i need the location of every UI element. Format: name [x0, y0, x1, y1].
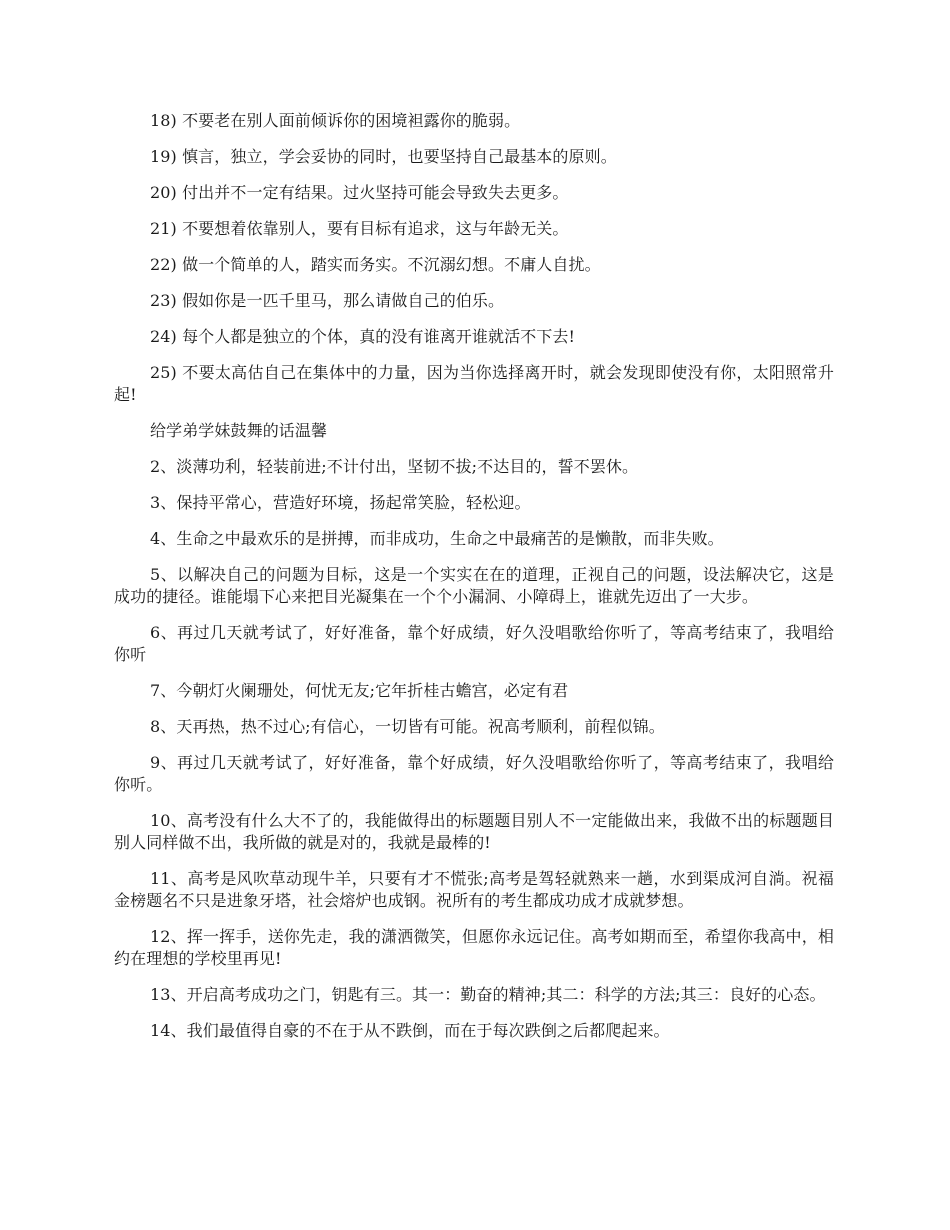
list-item-2: 2、淡薄功利，轻装前进;不计付出，坚韧不拔;不达目的，誓不罢休。 — [150, 457, 639, 476]
list-item-9: 9、再过几天就考试了，好好准备，靠个好成绩，好久没唱歌给你听了，等高考结束了，我唱给你听。 — [114, 753, 834, 794]
list-item-10: 10、高考没有什么大不了的，我能做得出的标题题目别人不一定能做出来，我做不出的标题题目别人同样做不出，我所做的就是对的，我就是最棒的! — [114, 811, 834, 852]
list-item-8: 8、天再热，热不过心;有信心，一切皆有可能。祝高考顺利，前程似锦。 — [150, 717, 665, 736]
list-item-5: 5、以解决自己的问题为目标，这是一个实实在在的道理，正视自己的问题，设法解决它，这是成功的捷径。谁能塌下心来把目光凝集在一个个小漏洞、小障碍上，谁就先迈出了一大步。 — [114, 565, 834, 606]
paragraph-20: 20) 付出并不一定有结果。过火坚持可能会导致失去更多。 — [150, 183, 569, 202]
paragraph-19: 19) 慎言，独立，学会妥协的同时，也要坚持自己最基本的原则。 — [150, 147, 617, 166]
list-item-4: 4、生命之中最欢乐的是拼搏，而非成功，生命之中最痛苦的是懒散，而非失败。 — [150, 529, 724, 548]
document-body — [114, 110, 834, 1056]
paragraph-25: 25) 不要太高估自己在集体中的力量，因为当你选择离开时，就会发现即使没有你，太阳照常升起! — [114, 363, 834, 404]
section-heading: 给学弟学妹鼓舞的话温馨 — [150, 421, 328, 440]
paragraph-24: 24) 每个人都是独立的个体，真的没有谁离开谁就活不下去! — [150, 327, 576, 346]
paragraph-23: 23) 假如你是一匹千里马，那么请做自己的伯乐。 — [150, 291, 505, 310]
list-item-14: 14、我们最值得自豪的不在于从不跌倒，而在于每次跌倒之后都爬起来。 — [150, 1021, 670, 1040]
paragraph-22: 22) 做一个简单的人，踏实而务实。不沉溺幻想。不庸人自扰。 — [150, 255, 601, 274]
paragraph-18: 18) 不要老在别人面前倾诉你的困境袒露你的脆弱。 — [150, 111, 521, 130]
list-item-3: 3、保持平常心，营造好环境，扬起常笑脸，轻松迎。 — [150, 493, 531, 512]
paragraph-21: 21) 不要想着依靠别人，要有目标有追求，这与年龄无关。 — [150, 219, 569, 238]
list-item-12: 12、挥一挥手，送你先走，我的潇洒微笑，但愿你永远记住。高考如期而至，希望你我高中，相约在理想的学校里再见! — [114, 927, 834, 968]
list-item-7: 7、今朝灯火阑珊处，何忧无友;它年折桂古蟾宫，必定有君 — [150, 681, 569, 700]
list-item-13: 13、开启高考成功之门，钥匙有三。其一：勤奋的精神;其二：科学的方法;其三：良好的心态。 — [150, 985, 826, 1004]
list-item-6: 6、再过几天就考试了，好好准备，靠个好成绩，好久没唱歌给你听了，等高考结束了，我唱给你听 — [114, 623, 834, 664]
list-item-11: 11、高考是风吹草动现牛羊，只要有才不慌张;高考是驾轻就熟来一趟，水到渠成河自淌。祝福金榜题名不只是进象牙塔，社会熔炉也成钢。祝所有的考生都成功成才成就梦想。 — [114, 869, 834, 910]
